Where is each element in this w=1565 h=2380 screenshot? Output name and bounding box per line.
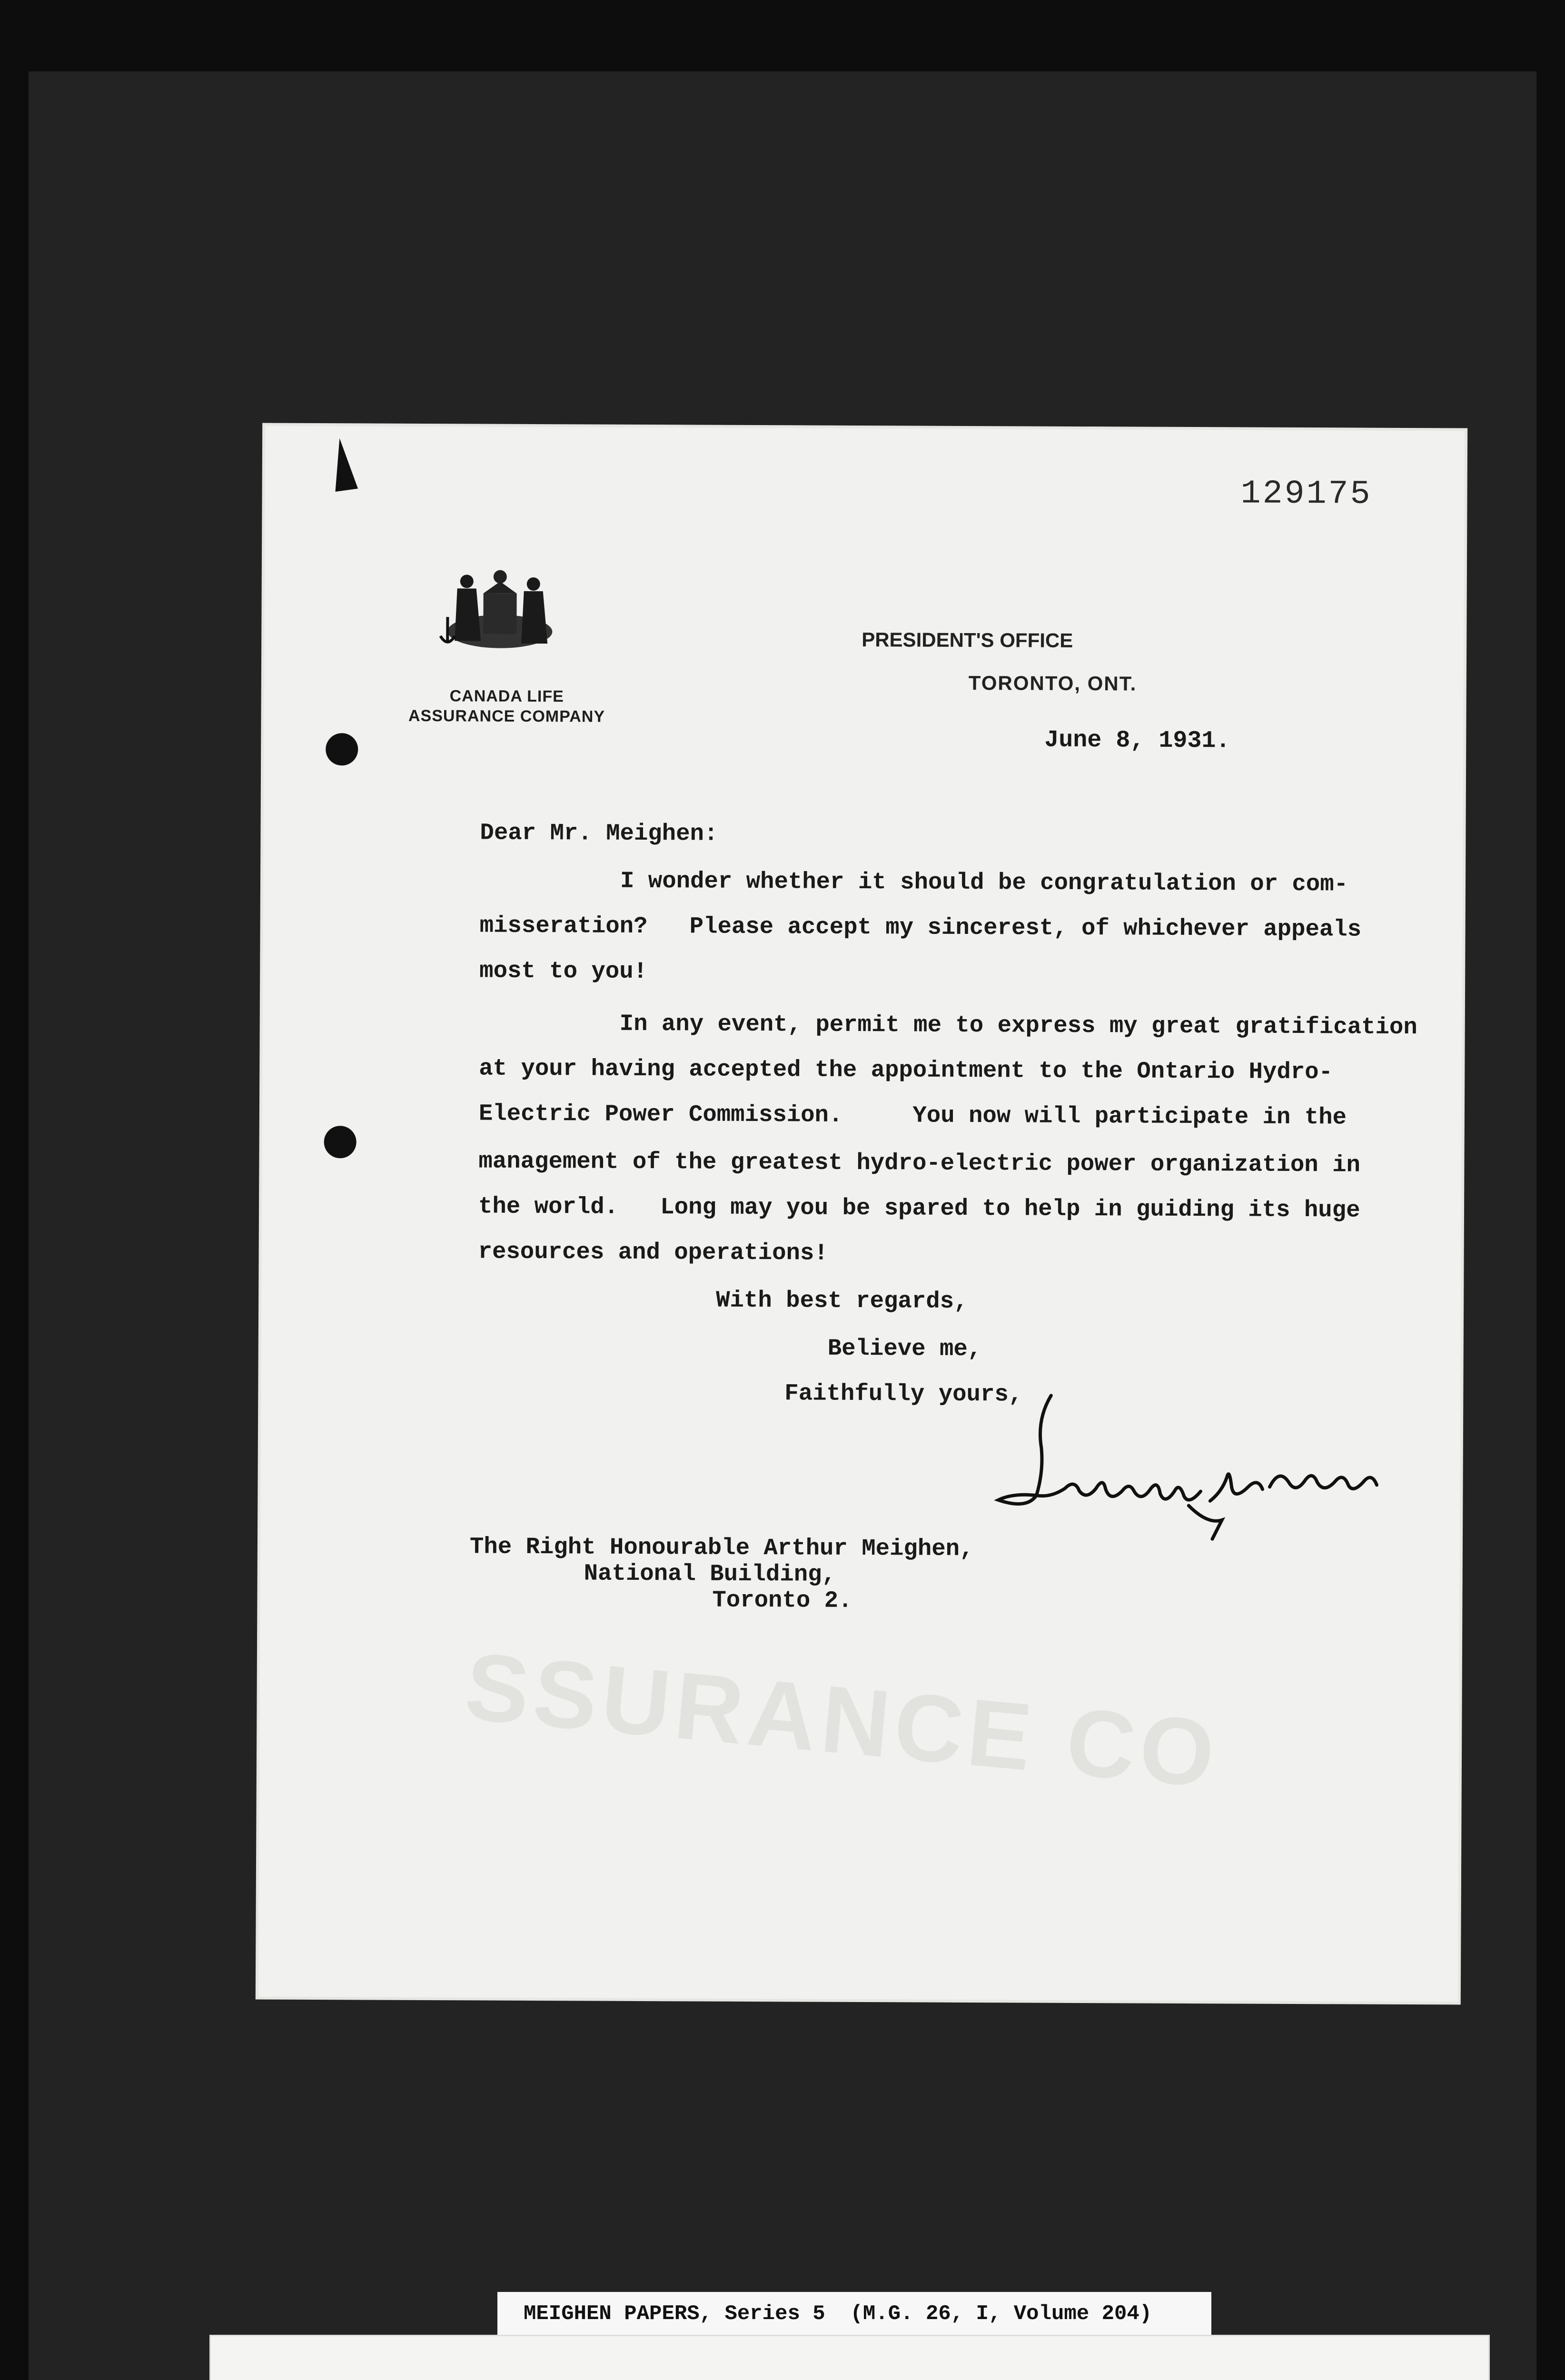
office-city: TORONTO, ONT.: [968, 671, 1137, 695]
address-line: The Right Honourable Arthur Meighen,: [469, 1533, 974, 1563]
closing-line: Faithfully yours,: [784, 1380, 1023, 1408]
corner-tear-mark: [328, 436, 358, 491]
letter-page: [258, 426, 1465, 2002]
body-line: management of the greatest hydro-electric power organization in: [478, 1148, 1361, 1179]
salutation: Dear Mr. Meighen:: [480, 819, 718, 847]
archives-card: [209, 2335, 1490, 2380]
body-line: most to you!: [479, 957, 648, 985]
series-label: MEIGHEN PAPERS, Series 5 (M.G. 26, I, Volume 204): [497, 2292, 1211, 2336]
body-line: the world. Long may you be spared to help in guiding its huge: [478, 1193, 1360, 1224]
body-line: In any event, permit me to express my great gratification: [619, 1010, 1417, 1041]
punch-hole-icon: [324, 1126, 356, 1158]
office-heading: PRESIDENT'S OFFICE: [862, 628, 1073, 652]
document-number: 129175: [1240, 475, 1372, 514]
company-crest-icon: [428, 560, 572, 655]
closing-line: With best regards,: [716, 1287, 968, 1315]
body-line: I wonder whether it should be congratulation or com-: [620, 867, 1348, 898]
company-name: [378, 686, 635, 727]
punch-hole-icon: [326, 733, 358, 765]
address-line: Toronto 2.: [712, 1587, 852, 1614]
closing-line: Believe me,: [827, 1335, 982, 1363]
company-name-line: CANADA LIFE: [449, 687, 564, 706]
handwritten-signature: [984, 1390, 1413, 1545]
body-line: misseration? Please accept my sincerest, of whichever appeals: [479, 912, 1362, 943]
paper-watermark: SSURANCE CO: [461, 1633, 1224, 1808]
letter-date: June 8, 1931.: [1044, 726, 1230, 755]
body-line: Electric Power Commission. You now will participate in the: [478, 1100, 1347, 1131]
body-line: at your having accepted the appointment to the Ontario Hydro-: [479, 1055, 1333, 1086]
body-line: resources and operations!: [478, 1238, 828, 1267]
company-name-line: ASSURANCE COMPANY: [408, 706, 605, 726]
address-line: National Building,: [584, 1560, 836, 1588]
